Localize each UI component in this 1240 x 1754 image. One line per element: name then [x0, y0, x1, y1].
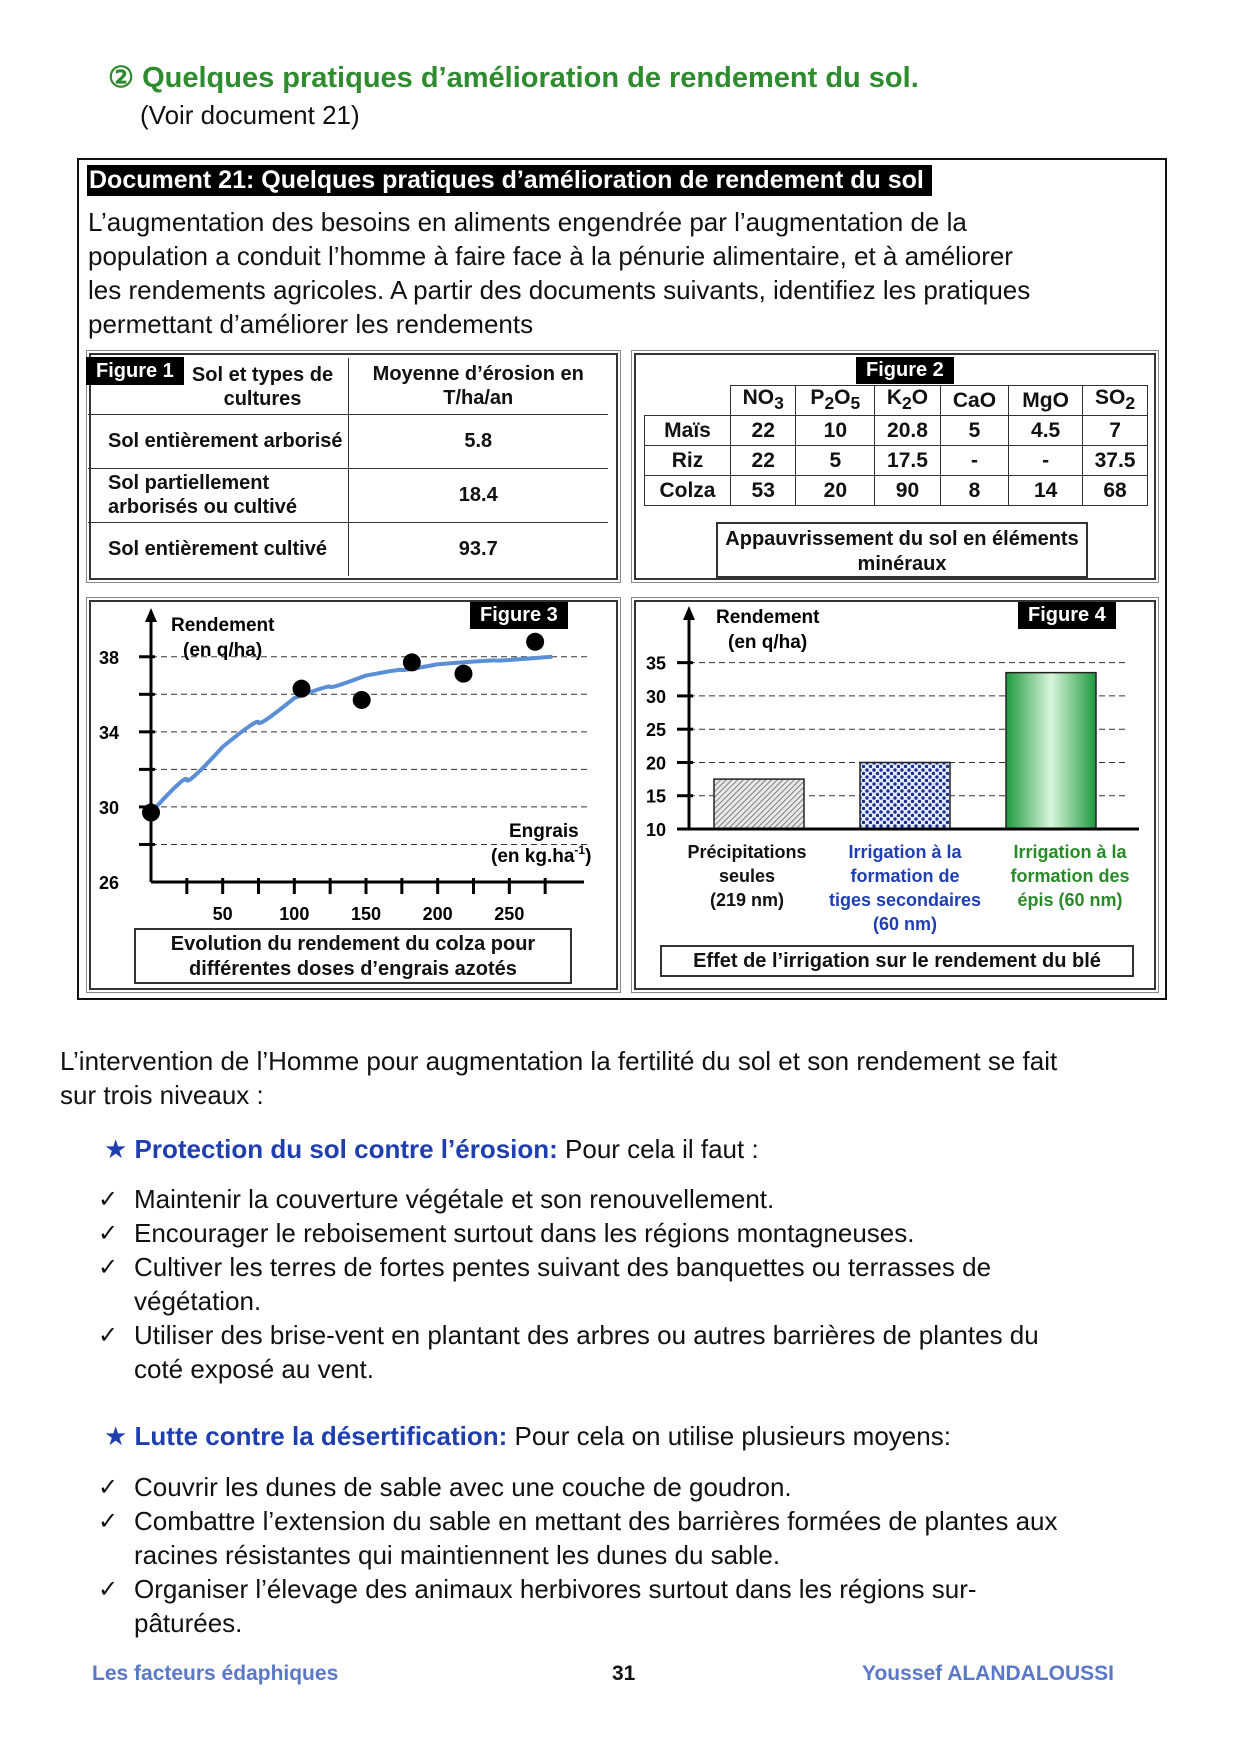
section-heading-text: Lutte contre la désertification:	[134, 1421, 508, 1451]
list-item-line: Cultiver les terres de fortes pentes suivant des banquettes ou terrasses de	[134, 1252, 992, 1282]
figure4-y-tick-label: 35	[646, 653, 667, 674]
list-item	[134, 1250, 1174, 1318]
figure4-y-tick-label: 15	[646, 786, 667, 807]
star-icon: ★	[104, 1421, 128, 1451]
intro-line: L’augmentation des besoins en aliments engendrée par l’augmentation de la	[88, 207, 967, 237]
figure3-data-point	[142, 804, 160, 822]
list-item	[134, 1318, 1174, 1386]
figure1-table	[88, 358, 608, 576]
figure1-header-label: Sol et types de cultures	[191, 363, 334, 410]
check-icon: ✓	[98, 1576, 119, 1603]
figure4-category-label: Irrigation à la	[848, 842, 962, 862]
figure2-cell: -	[1009, 446, 1083, 476]
figure3-y-arrow	[145, 608, 157, 622]
list-item-line: racines résistantes qui maintiennent les dunes du sable.	[134, 1540, 781, 1570]
figure4-bar	[860, 762, 950, 829]
figure2-row-label: Riz	[645, 446, 731, 476]
figure2-cell: 20.8	[875, 416, 940, 446]
list-item	[134, 1572, 1174, 1640]
figure2-col-k2o: $K_2O$	[875, 386, 940, 416]
figure3-y-tick-label: 34	[99, 722, 120, 743]
list-item-line: Maintenir la couverture végétale et son renouvellement.	[134, 1184, 775, 1214]
figure2-cell: 90	[875, 476, 940, 506]
figure4-ylabel-line1: Rendement	[716, 607, 820, 628]
figure3-data-point	[454, 665, 472, 683]
figure4-bar	[714, 779, 804, 829]
figure4-category-label: tiges secondaires	[828, 890, 982, 910]
body-intro-line: sur trois niveaux :	[60, 1080, 264, 1110]
star-icon: ★	[104, 1134, 128, 1164]
figure4-ylabel-line2: (en q/ha)	[728, 632, 808, 653]
figure2-col-p2o5: $P_2O_5$	[796, 386, 875, 416]
figure2-row-label: Maïs	[645, 416, 731, 446]
figure2-cell: 8	[940, 476, 1008, 506]
figure3-x-tick-label: 200	[422, 904, 453, 924]
figure4-category-label: formation des	[1010, 866, 1130, 886]
figure4-category-label: Précipitations	[687, 842, 807, 862]
figure1-row-label: Sol entièrement cultivé	[88, 522, 348, 576]
list-item-line: Encourager le reboisement surtout dans les régions montagneuses.	[134, 1218, 915, 1248]
document-intro	[88, 205, 1158, 341]
figure4-category-label: (219 nm)	[709, 890, 785, 910]
section-title	[108, 60, 919, 95]
figure1-row-label: Sol entièrement arborisé	[88, 414, 348, 468]
list-item-line: végétation.	[134, 1286, 262, 1316]
section-heading-text: Protection du sol contre l’érosion:	[134, 1134, 558, 1164]
list-item	[134, 1182, 1174, 1216]
figure4-bar	[1006, 673, 1096, 829]
figure2-cell: 5	[940, 416, 1008, 446]
figure2-table	[644, 385, 1148, 506]
figure1-tag: Figure 1	[86, 357, 184, 385]
figure3-chart	[89, 600, 618, 930]
figure3-x-tick-label: 100	[279, 904, 310, 924]
figure3-data-point	[526, 633, 544, 651]
figure2-cell: 7	[1083, 416, 1148, 446]
footer-author: Youssef ALANDALOUSSI	[862, 1662, 1115, 1685]
figure4-category-label: Irrigation à la	[1013, 842, 1127, 862]
figure3-x-tick-label: 150	[350, 904, 382, 924]
check-icon: ✓	[98, 1186, 119, 1213]
figure3-x-tick-label: 50	[212, 904, 233, 924]
figure2-cell: 4.5	[1009, 416, 1083, 446]
section-title-text: Quelques pratiques d’amélioration de rendement du sol.	[142, 62, 919, 94]
figure2-col-cao: CaO	[940, 386, 1008, 416]
figure4-chart	[634, 600, 1156, 945]
figure2-cell: 17.5	[875, 446, 940, 476]
figure2-col-mgo: MgO	[1009, 386, 1083, 416]
figure2-caption: Appauvrissement du sol en éléments minéraux	[716, 522, 1088, 578]
figure2-tag: Figure 2	[856, 357, 954, 384]
list-item-line: Combattre l’extension du sable en mettant des barrières formées de plantes aux	[134, 1506, 1058, 1536]
figure3-y-tick-label: 30	[99, 797, 120, 818]
figure2-row-label: Colza	[645, 476, 731, 506]
figure1-header-cell	[88, 358, 348, 414]
figure1-row-value: 5.8	[348, 414, 608, 468]
figure2-cell: 14	[1009, 476, 1083, 506]
list-item-line: coté exposé au vent.	[134, 1354, 374, 1384]
figure2-cell: 22	[731, 446, 796, 476]
list-item	[134, 1216, 1174, 1250]
figure3-data-point	[403, 653, 421, 671]
figure2-cell: 20	[796, 476, 875, 506]
figure3-data-point	[293, 680, 311, 698]
figure3-trend-line	[151, 657, 552, 813]
figure1-row-label: Sol partiellement arborisés ou cultivé	[88, 468, 348, 522]
figure2-cell: 68	[1083, 476, 1148, 506]
list-item-line: Couvrir les dunes de sable avec une couche de goudron.	[134, 1472, 792, 1502]
figure4-caption: Effet de l’irrigation sur le rendement du blé	[660, 945, 1134, 977]
section-ref: (Voir document 21)	[140, 100, 360, 130]
list-item-line: pâturées.	[134, 1608, 243, 1638]
figure4-tag: Figure 4	[1018, 602, 1116, 629]
intro-line: les rendements agricoles. A partir des documents suivants, identifiez les pratiques	[88, 275, 1031, 305]
check-icon: ✓	[98, 1254, 119, 1281]
section-heading-rest: Pour cela il faut :	[557, 1134, 759, 1164]
figure3-ylabel-line1: Rendement	[171, 615, 275, 636]
check-icon: ✓	[98, 1508, 119, 1535]
figure2-col-no3: $NO_3$	[731, 386, 796, 416]
figure4-category-label: formation de	[850, 866, 960, 886]
figure3-y-tick-label: 38	[99, 647, 120, 668]
list-item-line: Utiliser des brise-vent en plantant des arbres ou autres barrières de plantes du	[134, 1320, 1039, 1350]
check-icon: ✓	[98, 1474, 119, 1501]
intro-line: population a conduit l’homme à faire face à la pénurie alimentaire, et à améliorer	[88, 241, 1013, 271]
figure4-y-arrow	[683, 606, 695, 620]
figure4-y-tick-label: 10	[646, 820, 667, 840]
figure2-col-so2: $SO_2$	[1083, 386, 1148, 416]
figure2-cell: 37.5	[1083, 446, 1148, 476]
figure2-cell: 22	[731, 416, 796, 446]
list-item	[134, 1470, 1174, 1504]
intro-line: permettant d’améliorer les rendements	[88, 309, 534, 339]
figure1-row-value: 18.4	[348, 468, 608, 522]
document-title: Document 21: Quelques pratiques d’amélioration de rendement du sol	[87, 165, 932, 196]
figure1-header-value: Moyenne d’érosion en T/ha/an	[348, 358, 608, 414]
footer-chapter: Les facteurs édaphiques	[92, 1662, 339, 1685]
list-item-line: Organiser l’élevage des animaux herbivores surtout dans les régions sur-	[134, 1574, 977, 1604]
body-intro-line: L’intervention de l’Homme pour augmentation la fertilité du sol et son rendement se fait	[60, 1046, 1058, 1076]
figure4-category-label: seules	[718, 866, 776, 886]
figure3-xlabel-line1: Engrais	[509, 821, 579, 842]
figure3-ylabel-line2: (en q/ha)	[183, 640, 263, 661]
figure1-row-value: 93.7	[348, 522, 608, 576]
figure4-category-label: (60 nm)	[872, 914, 938, 934]
check-icon: ✓	[98, 1322, 119, 1349]
figure3-xlabel-line2: (en $kg.ha^{-1}$)	[491, 843, 592, 867]
list-item	[134, 1504, 1174, 1572]
figure2-cell: -	[940, 446, 1008, 476]
figure4-category-label: épis (60 nm)	[1017, 890, 1123, 910]
figure3-caption: Evolution du rendement du colza pour différentes doses d’engrais azotés	[134, 928, 572, 984]
body-intro	[60, 1044, 1200, 1112]
figure4-y-tick-label: 20	[646, 753, 667, 774]
figure4-y-tick-label: 30	[646, 686, 667, 707]
figure4-y-tick-label: 25	[646, 720, 667, 741]
footer-page-number: 31	[612, 1662, 636, 1685]
figure2-cell: 5	[796, 446, 875, 476]
section-erosion-heading	[104, 1132, 759, 1166]
figure2-cell: 53	[731, 476, 796, 506]
figure3-x-tick-label: 250	[494, 904, 525, 924]
figure3-data-point	[353, 691, 371, 709]
circled-two-icon: ②	[108, 62, 134, 94]
section-heading-rest: Pour cela on utilise plusieurs moyens:	[507, 1421, 951, 1451]
section-desertification-heading	[104, 1419, 951, 1453]
check-icon: ✓	[98, 1220, 119, 1247]
figure3-tag: Figure 3	[470, 602, 568, 629]
figure2-cell: 10	[796, 416, 875, 446]
figure3-y-tick-label: 26	[99, 873, 120, 893]
